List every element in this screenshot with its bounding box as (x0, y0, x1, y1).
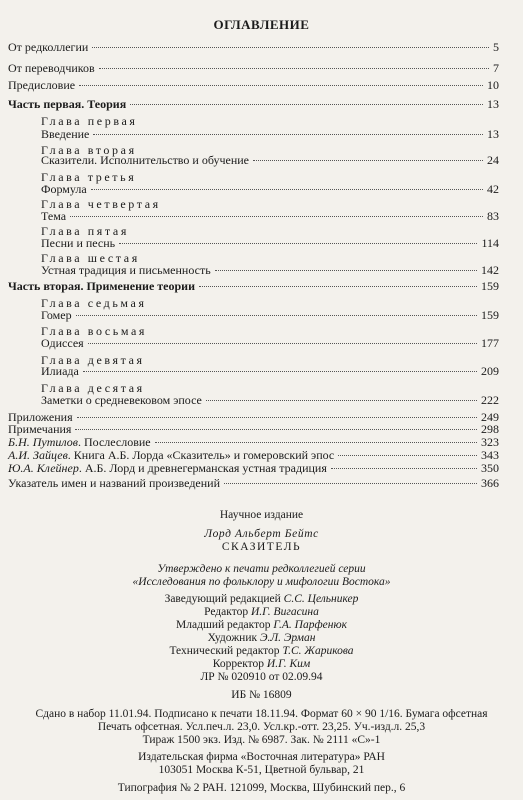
toc-entry-title: Глава первая (41, 114, 138, 128)
approval-line-2: «Исследования по фольклору и мифологии Востока» (132, 576, 391, 588)
author-name: Лорд Альберт Бейтс (204, 528, 319, 540)
license-line: ЛР № 020910 от 02.09.94 (200, 671, 323, 683)
toc-entry-author: А.И. Зайцев (8, 448, 68, 462)
toc-page-number: 7 (493, 61, 499, 75)
toc-leader-dots (77, 417, 477, 418)
staff-name: И.Г. Вигасина (250, 606, 319, 618)
ib-line: ИБ № 16809 (231, 689, 292, 701)
toc-page-number: 323 (481, 435, 499, 449)
print-info-2: Печать офсетная. Усл.печ.л. 23,0. Усл.кр.-отт. 23,25. Уч.-изд.л. 25,3 (97, 721, 426, 733)
toc-entry-title: Указатель имен и названий произведений (8, 476, 221, 490)
toc-entry-title: Глава вторая (41, 143, 137, 157)
staff-name: С.С. Цельникер (283, 593, 359, 605)
toc-leader-dots (91, 189, 483, 190)
staff-role: Заведующий редакцией (164, 593, 284, 605)
toc-entry-title: Тема (41, 209, 67, 223)
toc-entry-title-text: . Книга А.Б. Лорда «Сказитель» и гомеровский эпос (67, 448, 335, 462)
toc-entry (8, 461, 499, 475)
toc-entry-title: Часть первая. Теория (8, 97, 127, 111)
toc-page-number: 343 (481, 448, 499, 462)
toc-entry (41, 336, 499, 350)
toc-leader-dots (99, 68, 489, 69)
toc-entry-title: Глава третья (41, 170, 137, 184)
toc-leader-dots (224, 483, 477, 484)
staff-name: Т.С. Жарикова (282, 645, 354, 657)
toc-leader-dots (130, 104, 483, 105)
toc-entry-title: Устная традиция и письменность (41, 263, 211, 277)
toc-entry-title-text: . Послесловие (78, 435, 151, 449)
staff-role: Редактор (204, 606, 251, 618)
toc-entry-title: Глава седьмая (41, 296, 147, 310)
toc-entry (41, 127, 499, 141)
toc-entry-title: Заметки о средневековом эпосе (41, 393, 202, 407)
toc-leader-dots (75, 429, 477, 430)
toc-entry-title: Предисловие (8, 78, 76, 92)
toc-entry (8, 448, 499, 462)
toc-leader-dots (215, 270, 477, 271)
publisher-line-1: Издательская фирма «Восточная литература» РАН (138, 751, 385, 763)
staff-role: Корректор (212, 658, 267, 670)
toc-entry-title: Глава четвертая (41, 197, 161, 211)
staff-line (0, 619, 523, 632)
toc-leader-dots (93, 134, 483, 135)
toc-page-number: 13 (487, 97, 499, 111)
toc-leader-dots (119, 243, 477, 244)
toc-page-number: 298 (481, 422, 499, 436)
toc-entry-title: Глава десятая (41, 381, 145, 395)
staff-name: Г.А. Парфенюк (273, 619, 347, 631)
toc-entry (8, 97, 499, 111)
toc-entry (41, 236, 499, 250)
toc-entry-title: Приложения (8, 410, 73, 424)
toc-entry-title: Введение (41, 127, 90, 141)
toc-page-number: 24 (487, 153, 499, 167)
toc-entry-title: Глава девятая (41, 353, 145, 367)
staff-line (0, 606, 523, 619)
toc-entry (41, 209, 499, 223)
toc-entry-title: Глава восьмая (41, 324, 148, 338)
toc-page-number: 222 (481, 393, 499, 407)
toc-entry-author: Б.Н. Путилов (8, 435, 78, 449)
toc-page-number: 249 (481, 410, 499, 424)
toc-entry-title-text: . А.Б. Лорд и древнегерманская устная традиция (78, 461, 327, 475)
toc-page-number: 13 (487, 127, 499, 141)
page-title: ОГЛАВЛЕНИЕ (213, 17, 310, 32)
staff-line (0, 632, 523, 645)
staff-line (0, 645, 523, 658)
toc-entry-title: Илиада (41, 364, 79, 378)
staff-role: Технический редактор (169, 645, 283, 657)
toc-entry (41, 153, 499, 167)
toc-entry (8, 435, 499, 449)
toc-leader-dots (253, 160, 483, 161)
toc-leader-dots (155, 442, 477, 443)
toc-entry-title: Формула (41, 182, 87, 196)
toc-page-number: 142 (481, 263, 499, 277)
toc-entry (8, 422, 499, 436)
toc-entry-title: От переводчиков (8, 61, 95, 75)
staff-role: Художник (207, 632, 260, 644)
toc-page-number: 177 (481, 336, 499, 350)
toc-entry-title: Часть вторая. Применение теории (8, 279, 195, 293)
toc-entry-title: Глава шестая (41, 251, 140, 265)
print-info-3: Тираж 1500 экз. Изд. № 6987. Зак. № 2111 «С»-1 (142, 734, 381, 746)
toc-page-number: 10 (487, 78, 499, 92)
toc-entry (8, 476, 499, 490)
toc-page-number: 83 (487, 209, 499, 223)
toc-entry-title: Одиссея (41, 336, 84, 350)
toc-chapter-heading (41, 114, 499, 128)
toc-entry-title: Глава пятая (41, 224, 129, 238)
typography-line: Типография № 2 РАН. 121099, Москва, Шубинский пер., 6 (117, 782, 406, 794)
publisher-line-2: 103051 Москва К-51, Цветной бульвар, 21 (158, 764, 365, 776)
staff-name: Э.Л. Эрман (259, 632, 316, 644)
staff-line (0, 593, 523, 606)
toc-page-number: 209 (481, 364, 499, 378)
staff-line (0, 658, 523, 671)
toc-entry-title: Гомер (41, 308, 72, 322)
toc-leader-dots (83, 371, 477, 372)
toc-leader-dots (199, 286, 477, 287)
toc-entry (8, 61, 499, 75)
toc-page-number: 350 (481, 461, 499, 475)
toc-entry (41, 364, 499, 378)
toc-leader-dots (76, 315, 477, 316)
toc-entry (41, 182, 499, 196)
toc-entry (8, 78, 499, 92)
toc-entry (8, 279, 499, 293)
toc-leader-dots (79, 85, 483, 86)
toc-entry (41, 263, 499, 277)
toc-leader-dots (92, 47, 489, 48)
toc-page-number: 159 (481, 279, 499, 293)
toc-entry (41, 308, 499, 322)
edition-type: Научное издание (219, 509, 304, 521)
toc-entry (41, 393, 499, 407)
toc-entry-author: Ю.А. Клейнер (8, 461, 79, 475)
staff-role: Младший редактор (176, 619, 274, 631)
toc-entry-title (8, 448, 334, 462)
toc-page-number: 42 (487, 182, 499, 196)
toc-leader-dots (338, 455, 477, 456)
toc-leader-dots (206, 400, 477, 401)
staff-name: И.Г. Ким (266, 658, 311, 670)
book-title: СКАЗИТЕЛЬ (221, 541, 302, 553)
toc-entry-title: Сказители. Исполнительство и обучение (41, 153, 249, 167)
approval-line-1: Утверждено к печати редколлегией серии (157, 563, 366, 575)
toc-leader-dots (70, 216, 483, 217)
toc-entry-title: От редколлегии (8, 40, 89, 54)
toc-page-number: 114 (481, 236, 499, 250)
toc-page-number: 159 (481, 308, 499, 322)
toc-entry (8, 40, 499, 54)
toc-page-number: 366 (481, 476, 499, 490)
toc-entry-title: Песни и песнь (41, 236, 116, 250)
toc-entry-title (8, 461, 327, 475)
toc-entry-title: Примечания (8, 422, 72, 436)
toc-leader-dots (331, 468, 477, 469)
toc-leader-dots (88, 343, 477, 344)
toc-page-number: 5 (493, 40, 499, 54)
toc-entry-title (8, 435, 151, 449)
print-info-1: Сдано в набор 11.01.94. Подписано к печати 18.11.94. Формат 60 × 90 1/16. Бумага офсетная (35, 708, 488, 720)
